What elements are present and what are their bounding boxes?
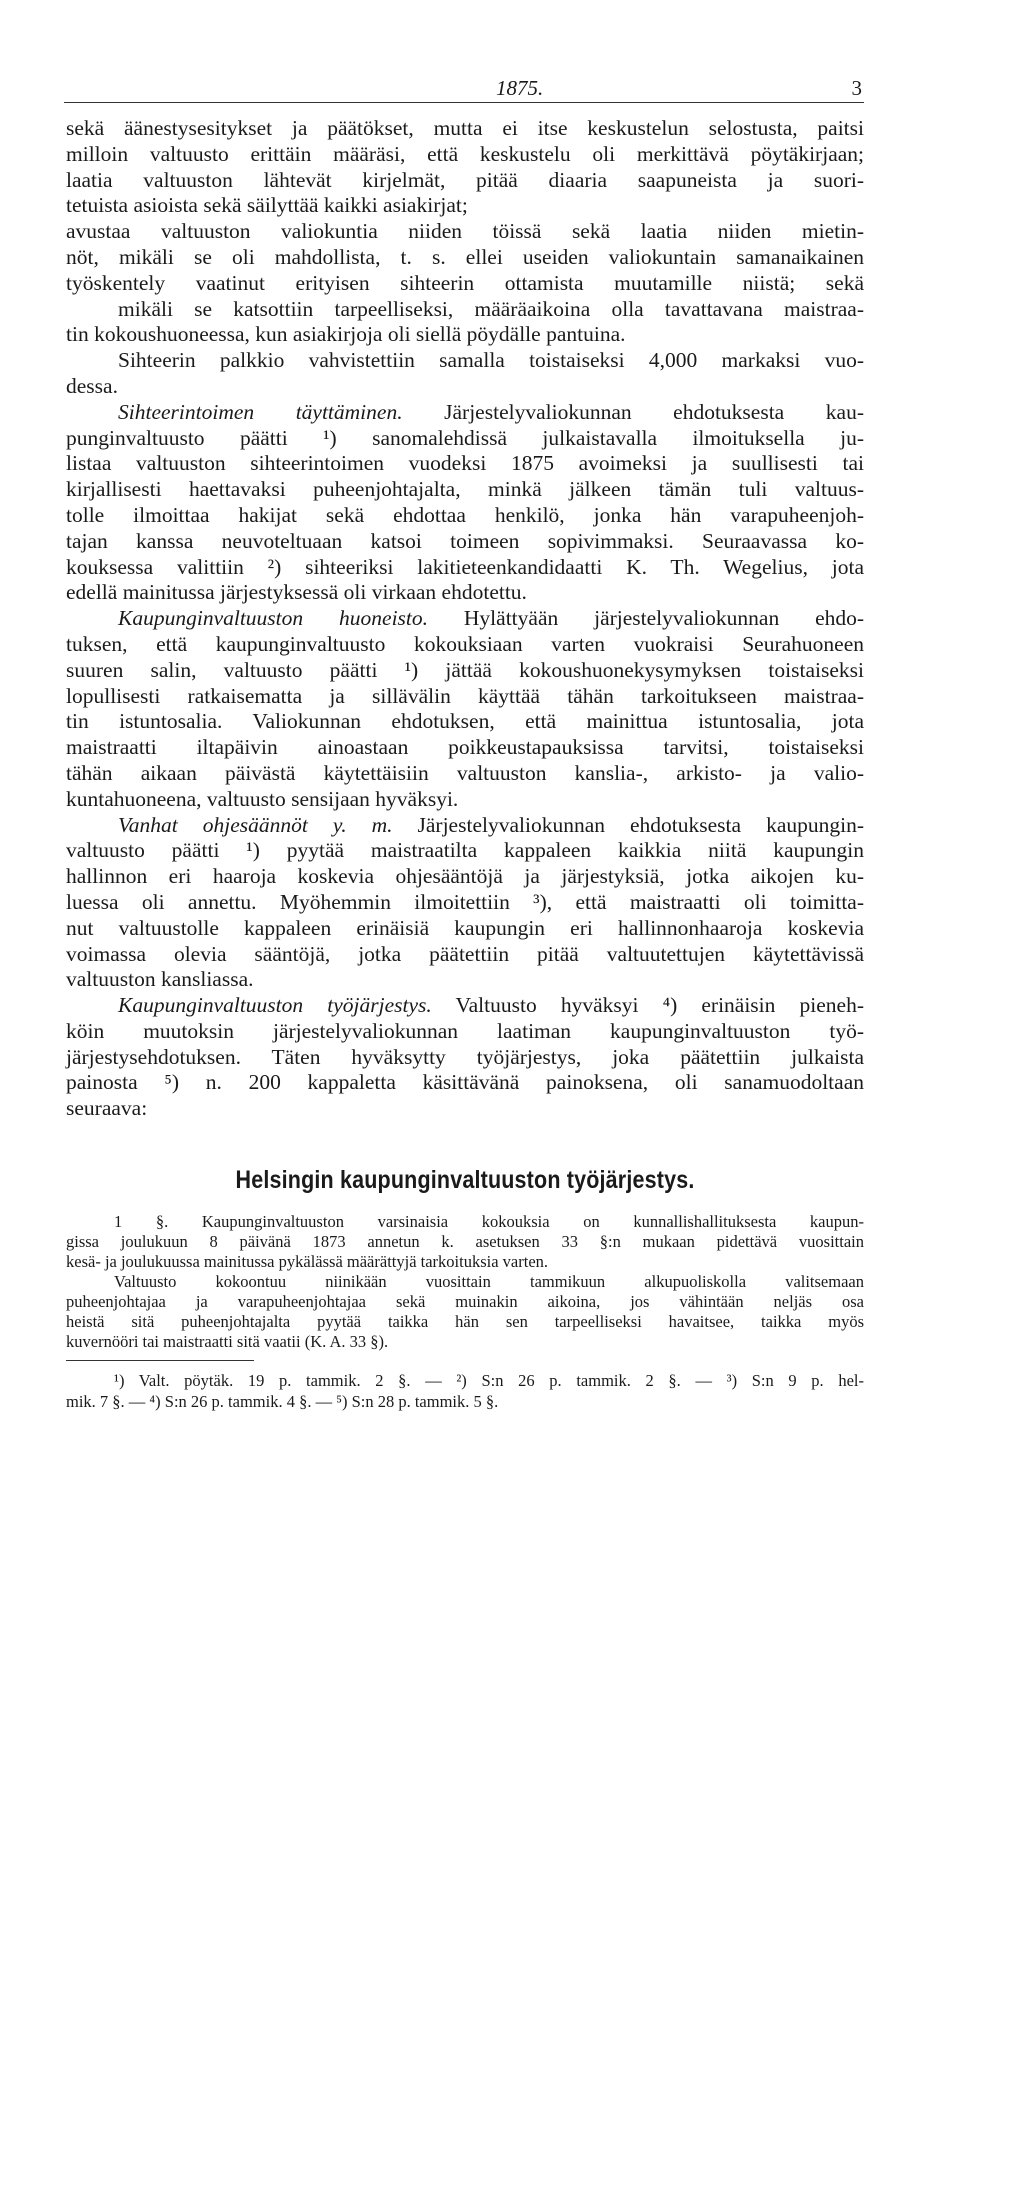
text-line: kirjallisesti haettavaksi puheenjohtajalta, minkä jälkeen tämän tuli valtuus-: [66, 477, 864, 502]
text-line: lopullisesti ratkaisematta ja sillävälin käyttää tähän tarkoitukseen maistraa-: [66, 683, 864, 708]
section-first-text: Järjestelyvaliokunnan ehdotuksesta kaupungin-: [417, 812, 864, 837]
page-number: 3: [851, 76, 862, 100]
section-first-text: Hylättyään järjestelyvaliokunnan ehdo-: [463, 606, 865, 631]
header-year: 1875.: [496, 76, 544, 100]
text-line: hallinnon eri haaroja koskevia ohjesääntöjä ja järjestyksiä, jotka aikojen ku-: [66, 864, 864, 889]
text-line: listaa valtuuston sihteerintoimen vuodeksi 1875 avoimeksi ja suullisesti tai: [66, 451, 864, 476]
section-first-text: Valtuusto hyväksyi ⁴) erinäisin pieneh-: [455, 993, 864, 1018]
section-first-line: [66, 400, 864, 426]
section-title: Kaupunginvaltuuston työjärjestys.: [118, 993, 432, 1018]
text-line: kouksessa valittiin ²) sihteeriksi lakitieteenkandidaatti K. Th. Wegelius, jota: [66, 554, 864, 579]
lower-block: [66, 728, 864, 2200]
text-line: tin kokoushuoneessa, kun asiakirjoja oli siellä pöydälle pantuina.: [66, 322, 626, 347]
section-first-line: [66, 606, 864, 632]
text-line: Sihteerin palkkio vahvistettiin samalla toistaiseksi 4,000 markaksi vuo-: [118, 348, 864, 373]
text-line: kesä- ja joulukuussa mainitussa pykälässä määrättyjä tarkoituksia varten.: [66, 1252, 549, 1272]
rules-text: [66, 1212, 864, 1352]
text-line: tolle ilmoittaa hakijat sekä ehdottaa henkilö, jonka hän varapuheenjoh-: [66, 502, 864, 527]
text-line: painosta ⁵) n. 200 kappaletta käsittävänä painoksena, oli sanamuodoltaan: [66, 1070, 864, 1095]
text-line: työskentely vaatinut erityisen sihteerin ottamista muutamille niistä; sekä: [66, 270, 864, 295]
text-line: edellä mainitussa järjestyksessä oli virkaan ehdotettu.: [66, 580, 527, 605]
section-title: Vanhat ohjesäännöt y. m.: [118, 812, 393, 837]
text-line: köin muutoksin järjestelyvaliokunnan laatiman kaupunginvaltuuston työ-: [66, 1018, 864, 1043]
text-line: sekä äänestysesitykset ja päätökset, mutta ei itse keskustelun selostusta, paitsi: [66, 116, 864, 140]
text-line: tähän aikaan päivästä käytettäisiin valtuuston kanslia-, arkisto- ja valio-: [66, 760, 864, 785]
text-line: seuraava:: [66, 1096, 148, 1121]
text-line: valtuuston kansliassa.: [66, 967, 254, 992]
section-title: Sihteerintoimen täyttäminen.: [118, 399, 403, 424]
text-line: 1 §. Kaupunginvaltuuston varsinaisia kokouksia on kunnallishallituksesta kaupun-: [114, 1212, 864, 1232]
text-line: puheenjohtajaa ja varapuheenjohtajaa sekä muinakin aikoina, jos vähintään neljäs osa: [66, 1292, 864, 1312]
running-header: [64, 76, 864, 103]
text-line: gissa joulukuun 8 päivänä 1873 annetun k. asetuksen 33 §:n mukaan pidettävä vuosittain: [66, 1232, 864, 1252]
text-line: milloin valtuusto erittäin määräsi, että keskustelu oli merkittävä pöytäkirjaan;: [66, 141, 864, 166]
footnote-line: ¹) Valt. pöytäk. 19 p. tammik. 2 §. — ²) S:n 26 p. tammik. 2 §. — ³) S:n 9 p. hel-: [114, 1371, 864, 1391]
footnote-divider: [66, 1360, 254, 1361]
text-line: Valtuusto kokoontuu niinikään vuosittain tammikuun alkupuoliskolla valitsemaan: [114, 1272, 864, 1292]
section-first-text: Järjestelyvaliokunnan ehdotuksesta kau-: [444, 399, 864, 424]
duties-paragraph: [66, 116, 864, 400]
text-line: voimassa olevia sääntöjä, jotka päätettiin pitää valtuutettujen käytettävissä: [66, 941, 864, 966]
text-line: mikäli se katsottiin tarpeelliseksi, määräaikoina olla tavattavana maistraa-: [118, 296, 864, 321]
text-line: heistä sitä puheenjohtajalta pyytää taikka hän sen tarpeelliseksi havaitsee, taikka myös: [66, 1312, 864, 1332]
text-line: dessa.: [66, 373, 118, 398]
text-line: tajan kanssa neuvoteltuaan katsoi toimeen sopivimmaksi. Seuraavassa ko-: [66, 528, 864, 553]
text-line: nöt, mikäli se oli mahdollista, t. s. ellei useiden valiokuntain samanaikainen: [66, 244, 864, 269]
text-line: avustaa valtuuston valiokuntia niiden töissä sekä laatia niiden mietin-: [66, 219, 864, 244]
footnote-line: mik. 7 §. — ⁴) S:n 26 p. tammik. 4 §. — ⁵) S:n 28 p. tammik. 5 §.: [66, 1392, 499, 1412]
text-line: laatia valtuuston lähtevät kirjelmät, pitää diaaria saapuneista ja suori-: [66, 167, 864, 192]
text-line: punginvaltuusto päätti ¹) sanomalehdissä julkaistavalla ilmoituksella ju-: [66, 425, 864, 450]
text-line: nut valtuustolle kappaleen erinäisiä kaupungin eri hallinnonhaaroja koskevia: [66, 915, 864, 940]
section-heading: Helsingin kaupunginvaltuuston työjärjestys.: [235, 1166, 695, 1195]
section-title: Kaupunginvaltuuston huoneisto.: [118, 606, 429, 631]
text-line: kuntahuoneena, valtuusto sensijaan hyväksyi.: [66, 786, 459, 811]
section-secretary-appointment: [66, 400, 864, 606]
text-line: maistraatti iltapäivin ainoastaan poikkeustapauksissa tarvitsi, toistaiseksi: [66, 735, 864, 760]
text-line: valtuusto päätti ¹) pyytää maistraatilta kappaleen kaikkia niitä kaupungin: [66, 838, 864, 863]
text-line: luessa oli annettu. Myöhemmin ilmoitettiin ³), että maistraatti oli toimitta-: [66, 889, 864, 914]
text-line: järjestysehdotuksen. Täten hyväksytty työjärjestys, joka päätettiin julkaista: [66, 1044, 864, 1069]
text-line: kuvernööri tai maistraatti sitä vaatii (K. A. 33 §).: [66, 1332, 389, 1352]
text-line: tetuista asioista sekä säilyttää kaikki asiakirjat;: [66, 193, 468, 218]
text-line: suuren salin, valtuusto päätti ¹) jättää kokoushuonekysymyksen toistaiseksi: [66, 657, 864, 682]
text-line: tuksen, että kaupunginvaltuusto kokouksiaan varten vuokraisi Seurahuoneen: [66, 631, 864, 656]
text-line: tin istuntosalia. Valiokunnan ehdotuksen, että mainittua istuntosalia, jota: [66, 709, 864, 734]
footnotes: [66, 1370, 864, 1412]
